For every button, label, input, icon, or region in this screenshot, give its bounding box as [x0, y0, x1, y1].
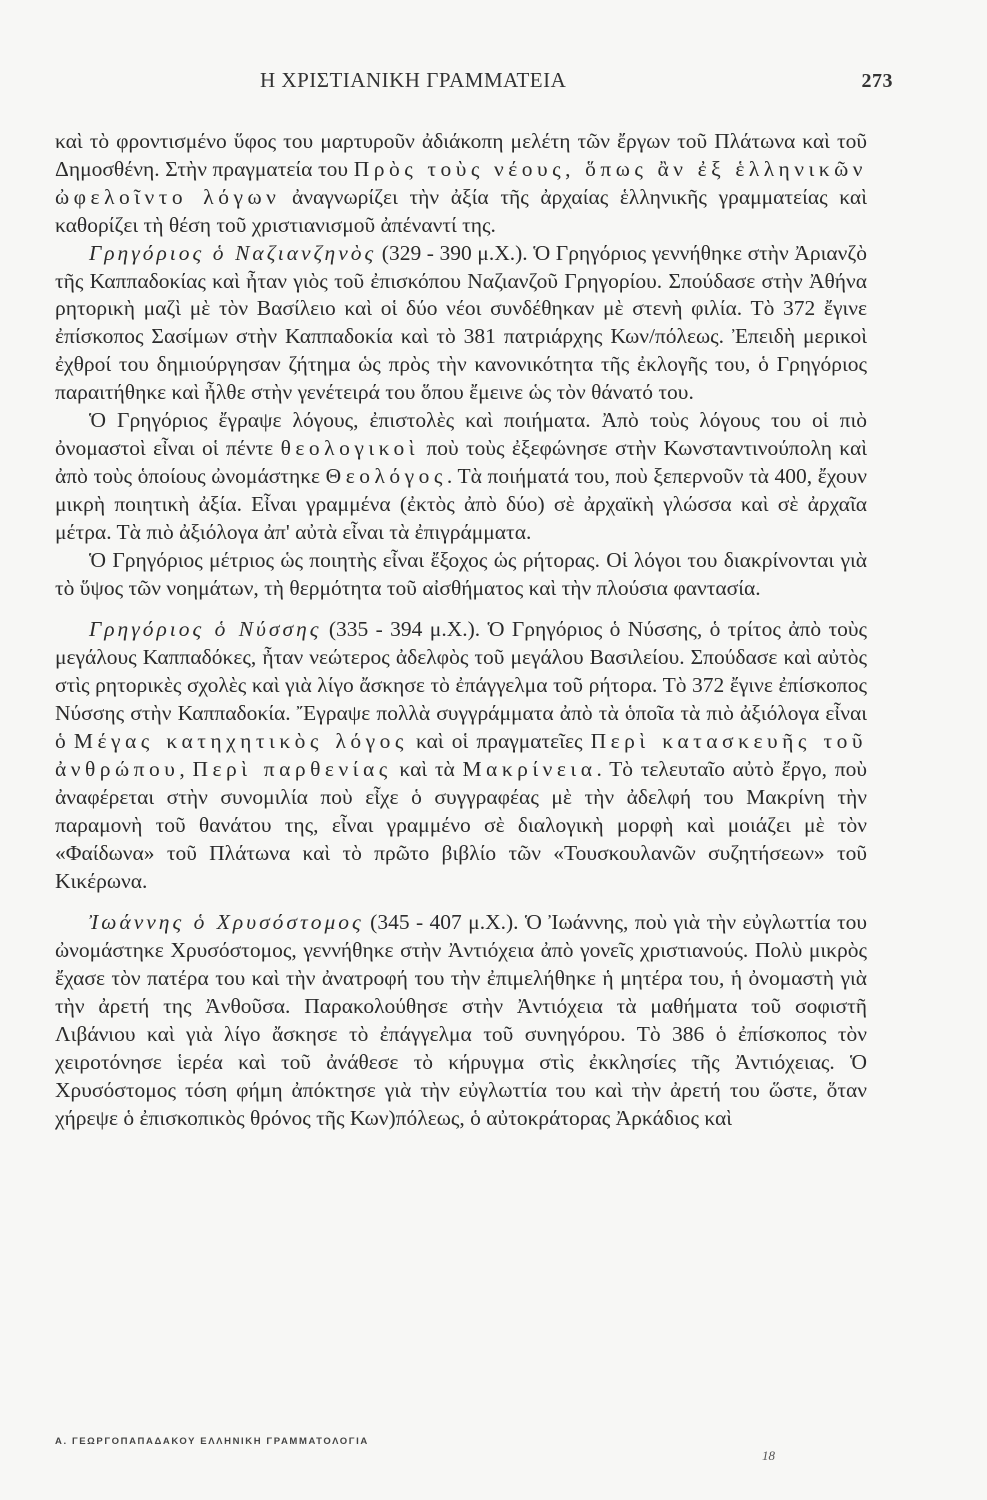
spaced-title: Περὶ κατασκευῆς τοῦ ἀνθρώπου	[55, 729, 868, 781]
text-run: Ὁ Γρηγόριος ἔγραψε λόγους, ἐπιστολὲς καὶ ποιήματα. Ἀπὸ τοὺς λόγους του οἱ πιὸ ὀνομαστοὶ εἶναι οἱ πέντε	[55, 408, 867, 460]
spaced-title: Μακρίνεια	[462, 756, 597, 781]
paragraph	[55, 240, 867, 407]
spaced-title: Περὶ παρθενίας	[192, 756, 392, 781]
paragraph	[55, 128, 867, 240]
text-run: ,	[179, 756, 193, 781]
paragraph	[55, 407, 867, 547]
paragraph	[55, 909, 867, 1132]
spaced-term: θεολογικοὶ	[280, 435, 419, 460]
paragraph	[55, 547, 867, 603]
text-run: . Τὸ τελευταῖο αὐτὸ ἔργο, ποὺ ἀναφέρεται στὴν συνομιλία ποὺ εἶχε ὁ συγγραφέας μὲ τὴν ἀδελφή του Μακρίνη τὴν παραμονὴ τοῦ θανάτου της, εἶναι γραμμένο σὲ διαλογικὴ μορφὴ καὶ μοιάζει μὲ τὸν «Φαίδωνα» τοῦ Πλάτωνα καὶ τὸ πρῶτο βιβλίο τῶν «Τουσκουλανῶν συζητήσεων» τοῦ Κικέρωνα.	[55, 756, 867, 893]
text-run: ποὺ τοὺς ἐξεφώνησε στὴν Κωνσταντινούπολη καὶ ἀπὸ τοὺς ὁποίους ὠνομάστηκε	[55, 435, 867, 488]
author-name: Γρηγόριος ὁ Νύσσης	[89, 617, 322, 642]
text-run: καὶ τὸ φροντισμένο ὕφος του μαρτυροῦν ἀδιάκοπη μελέτη τῶν ἔργων τοῦ Πλάτωνα καὶ τοῦ Δημοσθένη. Στὴν πραγματεία του	[55, 129, 867, 181]
text-run: . Τὰ ποιήματά του, ποὺ ξεπερνοῦν τὰ 400, ἔχουν μικρὴ ποιητικὴ ἀξία. Εἶναι γραμμένα (ἐκτὸς ἀπὸ δύο) σὲ ἀρχαϊκὴ γλώσσα καὶ σὲ ἀρχαῖα μέτρα. Τὰ πιὸ ἀξιόλογα ἀπ' αὐτὰ εἶναι τὰ ἐπιγράμματα.	[55, 463, 867, 544]
spaced-title: Μέγας κατηχητικὸς λόγος	[73, 729, 408, 754]
text-run: (335 - 394 μ.Χ.). Ὁ Γρηγόριος ὁ Νύσσης, ὁ τρίτος ἀπὸ τοὺς μεγάλους Καππαδόκες, ἦταν νεώτερος ἀδελφὸς τοῦ μεγάλου Βασιλείου. Σπούδασε καὶ αὐτὸς στὶς ρητορικὲς σχολὲς καὶ γιὰ λίγο ἄσκησε τὸ ἐπάγγελμα τοῦ ρήτορα. Τὸ 372 ἔγινε ἐπίσκοπος Νύσσης στὴν Καππαδοκία. Ἔγραψε πολλὰ συγγράμματα ἀπὸ τὰ ὁποῖα τὰ πιὸ ἀξιόλογα εἶναι ὁ	[55, 617, 867, 754]
text-run: ἀναγνωρίζει τὴν ἀξία τῆς ἀρχαίας ἑλληνικῆς γραμματείας καὶ καθορίζει τὴ θέση τοῦ χριστιανισμοῦ ἀπέναντί της.	[55, 184, 867, 237]
footer-imprint: Α. ΓΕΩΡΓΟΠΑΠΑΔΑΚΟΥ ΕΛΛΗΝΙΚΗ ΓΡΑΜΜΑΤΟΛΟΓΙΑ	[55, 1436, 369, 1447]
signature-mark: 18	[762, 1448, 775, 1463]
author-name: Γρηγόριος ὁ Ναζιανζηνὸς	[89, 240, 377, 265]
text-run: (345 - 407 μ.Χ.). Ὁ Ἰωάννης, ποὺ γιὰ τὴν εὐγλωττία του ὠνομάστηκε Χρυσόστομος, γεννήθηκε στὴν Ἀντιόχεια ἀπὸ γονεῖς χριστιανούς. Πολὺ μικρὸς ἔχασε τὸν πατέρα του καὶ τὴν ἀνατροφή του τὴν ἐπιμελήθηκε ἡ μητέρα του, ἡ ὀνομαστὴ γιὰ τὴν ἀρετή της Ἀνθοῦσα. Παρακολούθησε στὴν Ἀντιόχεια τὰ μαθήματα τοῦ σοφιστῆ Λιβάνιου καὶ γιὰ λίγο ἄσκησε τὸ ἐπάγγελμα τοῦ συνηγόρου. Τὸ 386 ὁ ἐπίσκοπος τὸν χειροτόνησε ἱερέα καὶ τοῦ ἀνάθεσε τὸ κήρυγμα στὶς ἐκκλησίες τῆς Ἀντιόχειας. Ὁ Χρυσόστομος τόση φήμη ἀπόκτησε γιὰ τὴν εὐγλωττία του καὶ τὴν ἀρετή του ὥστε, ὅταν χήρεψε ὁ ἐπισκοπικὸς θρόνος τῆς Κων)πόλεως, ὁ αὐτοκράτορας Ἀρκάδιος καὶ	[55, 910, 867, 1130]
paragraph	[55, 616, 867, 895]
page-number: 273	[861, 70, 893, 92]
text-run: Ὁ Γρηγόριος μέτριος ὡς ποιητὴς εἶναι ἔξοχος ὡς ρήτορας. Οἱ λόγοι του διακρίνονται γιὰ τὸ ὕψος τῶν νοημάτων, τὴ θερμότητα τοῦ αἰσθήματος καὶ τὴν πλούσια φαντασία.	[55, 547, 867, 600]
author-name: Ἰωάννης ὁ Χρυσόστομος	[89, 910, 364, 935]
spaced-title: Πρὸς τοὺς νέους, ὅπως ἂν ἐξ ἑλληνικῶν ὠφελοῖντο λόγων	[55, 156, 867, 209]
text-run: (329 - 390 μ.Χ.). Ὁ Γρηγόριος γεννήθηκε στὴν Ἀριανζὸ τῆς Καππαδοκίας καὶ ἦταν γιὸς τοῦ ἐπισκόπου Ναζιανζοῦ Γρηγορίου. Σπούδασε στὴν Ἀθήνα ρητορικὴ μαζὶ μὲ τὸν Βασίλειο καὶ οἱ δύο νέοι συνδέθηκαν μὲ στενὴ φιλία. Τὸ 372 ἔγινε ἐπίσκοπος Σασίμων στὴν Καππαδοκία καὶ τὸ 381 πατριάρχης Κων/πόλεως. Ἐπειδὴ μερικοὶ ἐχθροί του δημιούργησαν ζήτημα ὡς πρὸς τὴν κανονικότητα τῆς ἐκλογῆς του, ὁ Γρηγόριος παραιτήθηκε καὶ ἦλθε στὴν γενέτειρά του ὅπου ἔμεινε ὡς τὸν θάνατό του.	[55, 240, 867, 405]
text-run: καὶ οἱ πραγματεῖες	[407, 729, 591, 754]
spaced-term: Θεολόγος	[325, 463, 447, 488]
body-text	[55, 128, 867, 1133]
chapter-title: Η ΧΡΙΣΤΙΑΝΙΚΗ ΓΡΑΜΜΑΤΕΙΑ	[260, 68, 567, 92]
text-run: καὶ τὰ	[391, 756, 463, 781]
